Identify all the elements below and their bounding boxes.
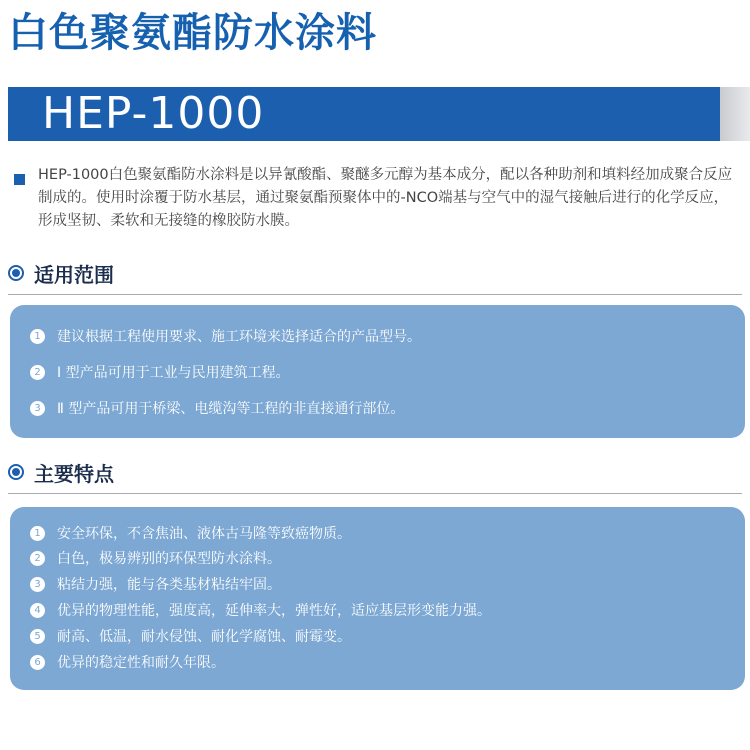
number-badge: 3: [30, 401, 45, 416]
number-badge: 5: [30, 629, 45, 644]
scope-divider: [8, 294, 742, 295]
list-item: [30, 324, 421, 348]
number-badge: 2: [30, 551, 45, 566]
list-item: [30, 521, 351, 545]
number-badge: 2: [30, 365, 45, 380]
list-item: [30, 572, 281, 596]
circle-bullet-icon: [8, 265, 24, 281]
list-item: [30, 360, 290, 384]
list-item-text: 优异的稳定性和耐久年限。: [57, 655, 225, 671]
list-item: [30, 546, 281, 570]
list-item-text: 粘结力强，能与各类基材粘结牢固。: [57, 577, 281, 593]
scope-title: 适用范围: [34, 262, 114, 287]
list-item: [30, 624, 351, 648]
list-item-text: 白色，极易辨别的环保型防水涂料。: [57, 551, 281, 567]
list-item: [30, 650, 225, 674]
features-heading: [8, 458, 114, 486]
list-item: [30, 598, 491, 622]
features-divider: [8, 493, 742, 494]
number-badge: 1: [30, 329, 45, 344]
page-title: 白色聚氨酯防水涂料: [8, 10, 377, 56]
model-banner: [8, 87, 720, 141]
number-badge: 3: [30, 577, 45, 592]
list-item-text: 优异的物理性能，强度高，延伸率大，弹性好，适应基层形变能力强。: [57, 603, 491, 619]
list-item-text: 耐高、低温，耐水侵蚀、耐化学腐蚀、耐霉变。: [57, 629, 351, 645]
number-badge: 6: [30, 655, 45, 670]
model-name: HEP-1000: [42, 88, 265, 139]
scope-panel: [10, 305, 745, 438]
features-title: 主要特点: [34, 461, 114, 486]
list-item-text: Ⅱ 型产品可用于桥梁、电缆沟等工程的非直接通行部位。: [57, 401, 405, 417]
circle-bullet-icon: [8, 464, 24, 480]
square-bullet-icon: [14, 174, 25, 185]
list-item-text: 安全环保，不含焦油、液体古马隆等致癌物质。: [57, 526, 351, 542]
number-badge: 4: [30, 603, 45, 618]
list-item-text: Ⅰ 型产品可用于工业与民用建筑工程。: [57, 365, 290, 381]
intro-paragraph: HEP-1000白色聚氨酯防水涂料是以异氰酸酯、聚醚多元醇为基本成分，配以各种助剂和填料经加成聚合反应制成的。使用时涂覆于防水基层，通过聚氨酯预聚体中的-NCO端基与空气中的湿气接触后进行的化学反应，形成坚韧、柔软和无接缝的橡胶防水膜。: [38, 167, 733, 229]
features-panel: [10, 507, 745, 690]
list-item-text: 建议根据工程使用要求、施工环境来选择适合的产品型号。: [57, 329, 421, 345]
number-badge: 1: [30, 526, 45, 541]
scope-heading: [8, 259, 114, 287]
list-item: [30, 396, 404, 420]
banner-shadow: [720, 87, 750, 141]
